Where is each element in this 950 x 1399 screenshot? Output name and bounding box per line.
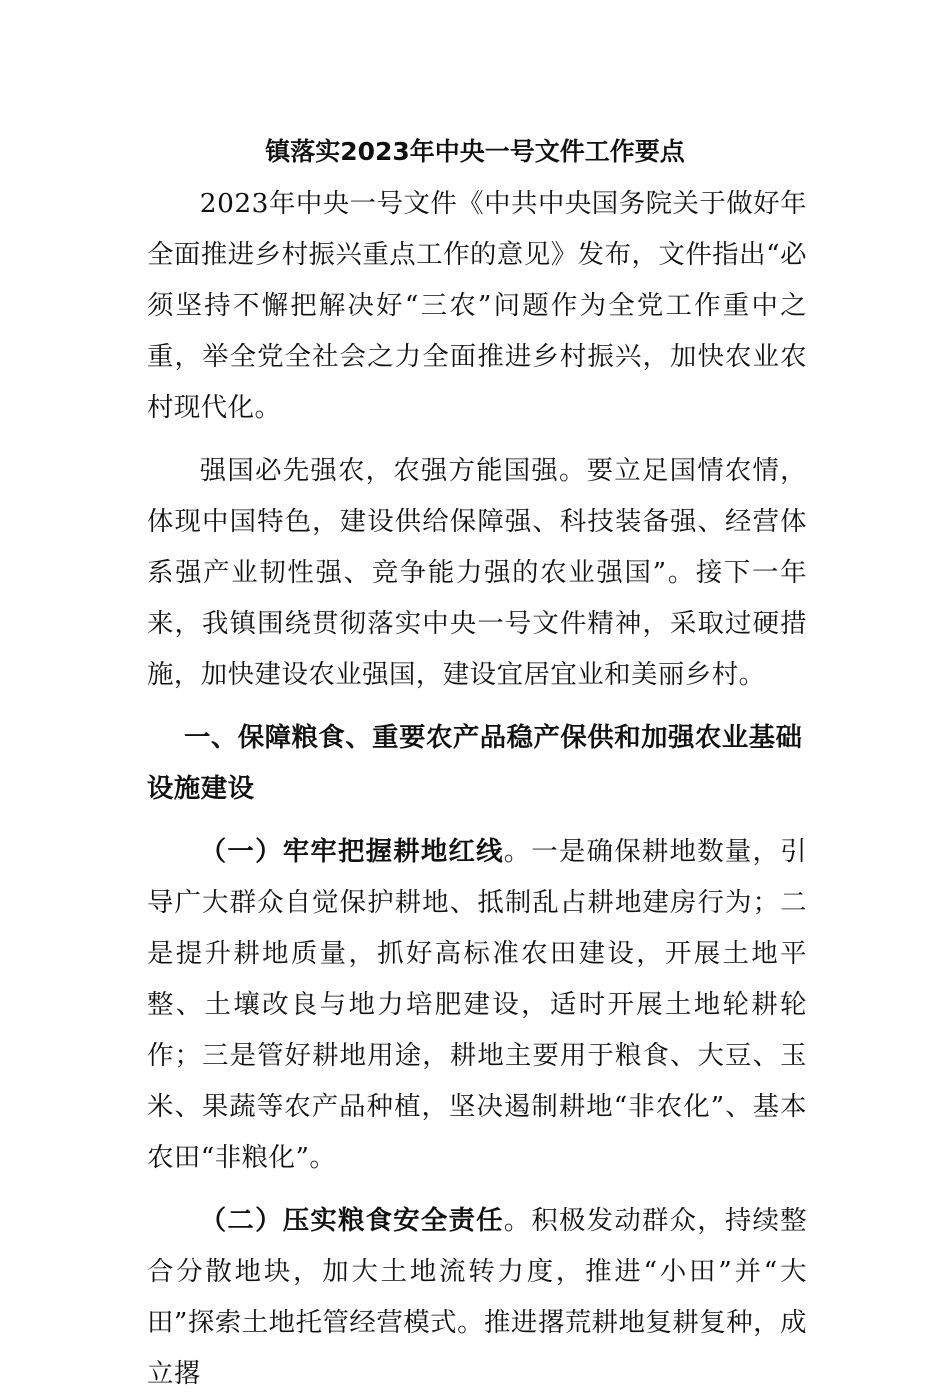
item-text: 。积极发动群众，持续整合分散地块，加大土地流转力度，推进“小田”并“大田”探索土地托管经营模式。推进撂荒耕地复耕复种，成立撂 [147, 1205, 808, 1389]
paragraph-gap [147, 700, 807, 712]
section-heading: 一、保障粮食、重要农产品稳产保供和加强农业基础设施建设 [147, 722, 803, 804]
document-body [147, 178, 807, 1399]
item-grain-security [147, 1195, 807, 1399]
intro-paragraph: 2023年中央一号文件《中共中央国务院关于做好年全面推进乡村振兴重点工作的意见》发布，文件指出“必须坚持不懈把解决好“三农”问题作为全党工作重中之重，举全党全社会之力全面推进乡村振兴，加快农业农村现代化。 [147, 188, 807, 423]
document-title: 镇落实2023年中央一号文件工作要点 [265, 137, 685, 166]
item-farmland-redline [147, 826, 807, 1183]
paragraph-gap [147, 814, 807, 826]
paragraph-gap [147, 433, 807, 445]
item-text: 。一是确保耕地数量，引导广大群众自觉保护耕地、抵制乱占耕地建房行为；二是提升耕地质量，抓好高标准农田建设，开展土地平整、土壤改良与地力培肥建设，适时开展土地轮耕轮作；三是管好耕地用途，耕地主要用于粮食、大豆、玉米、果蔬等农产品种植，坚决遏制耕地“非农化”、基本农田“非粮化”。 [147, 836, 808, 1173]
item-lead: （二）压实粮食安全责任 [199, 1205, 504, 1236]
strong-agriculture-paragraph: 强国必先强农，农强方能国强。要立足国情农情，体现中国特色，建设供给保障强、科技装备强、经营体系强产业韧性强、竞争能力强的农业强国”。接下一年来，我镇围绕贯彻落实中央一号文件精神，采取过硬措施，加快建设农业强国，建设宜居宜业和美丽乡村。 [147, 455, 807, 690]
item-lead: （一）牢牢把握耕地红线 [199, 836, 504, 867]
paragraph-gap [147, 1183, 807, 1195]
